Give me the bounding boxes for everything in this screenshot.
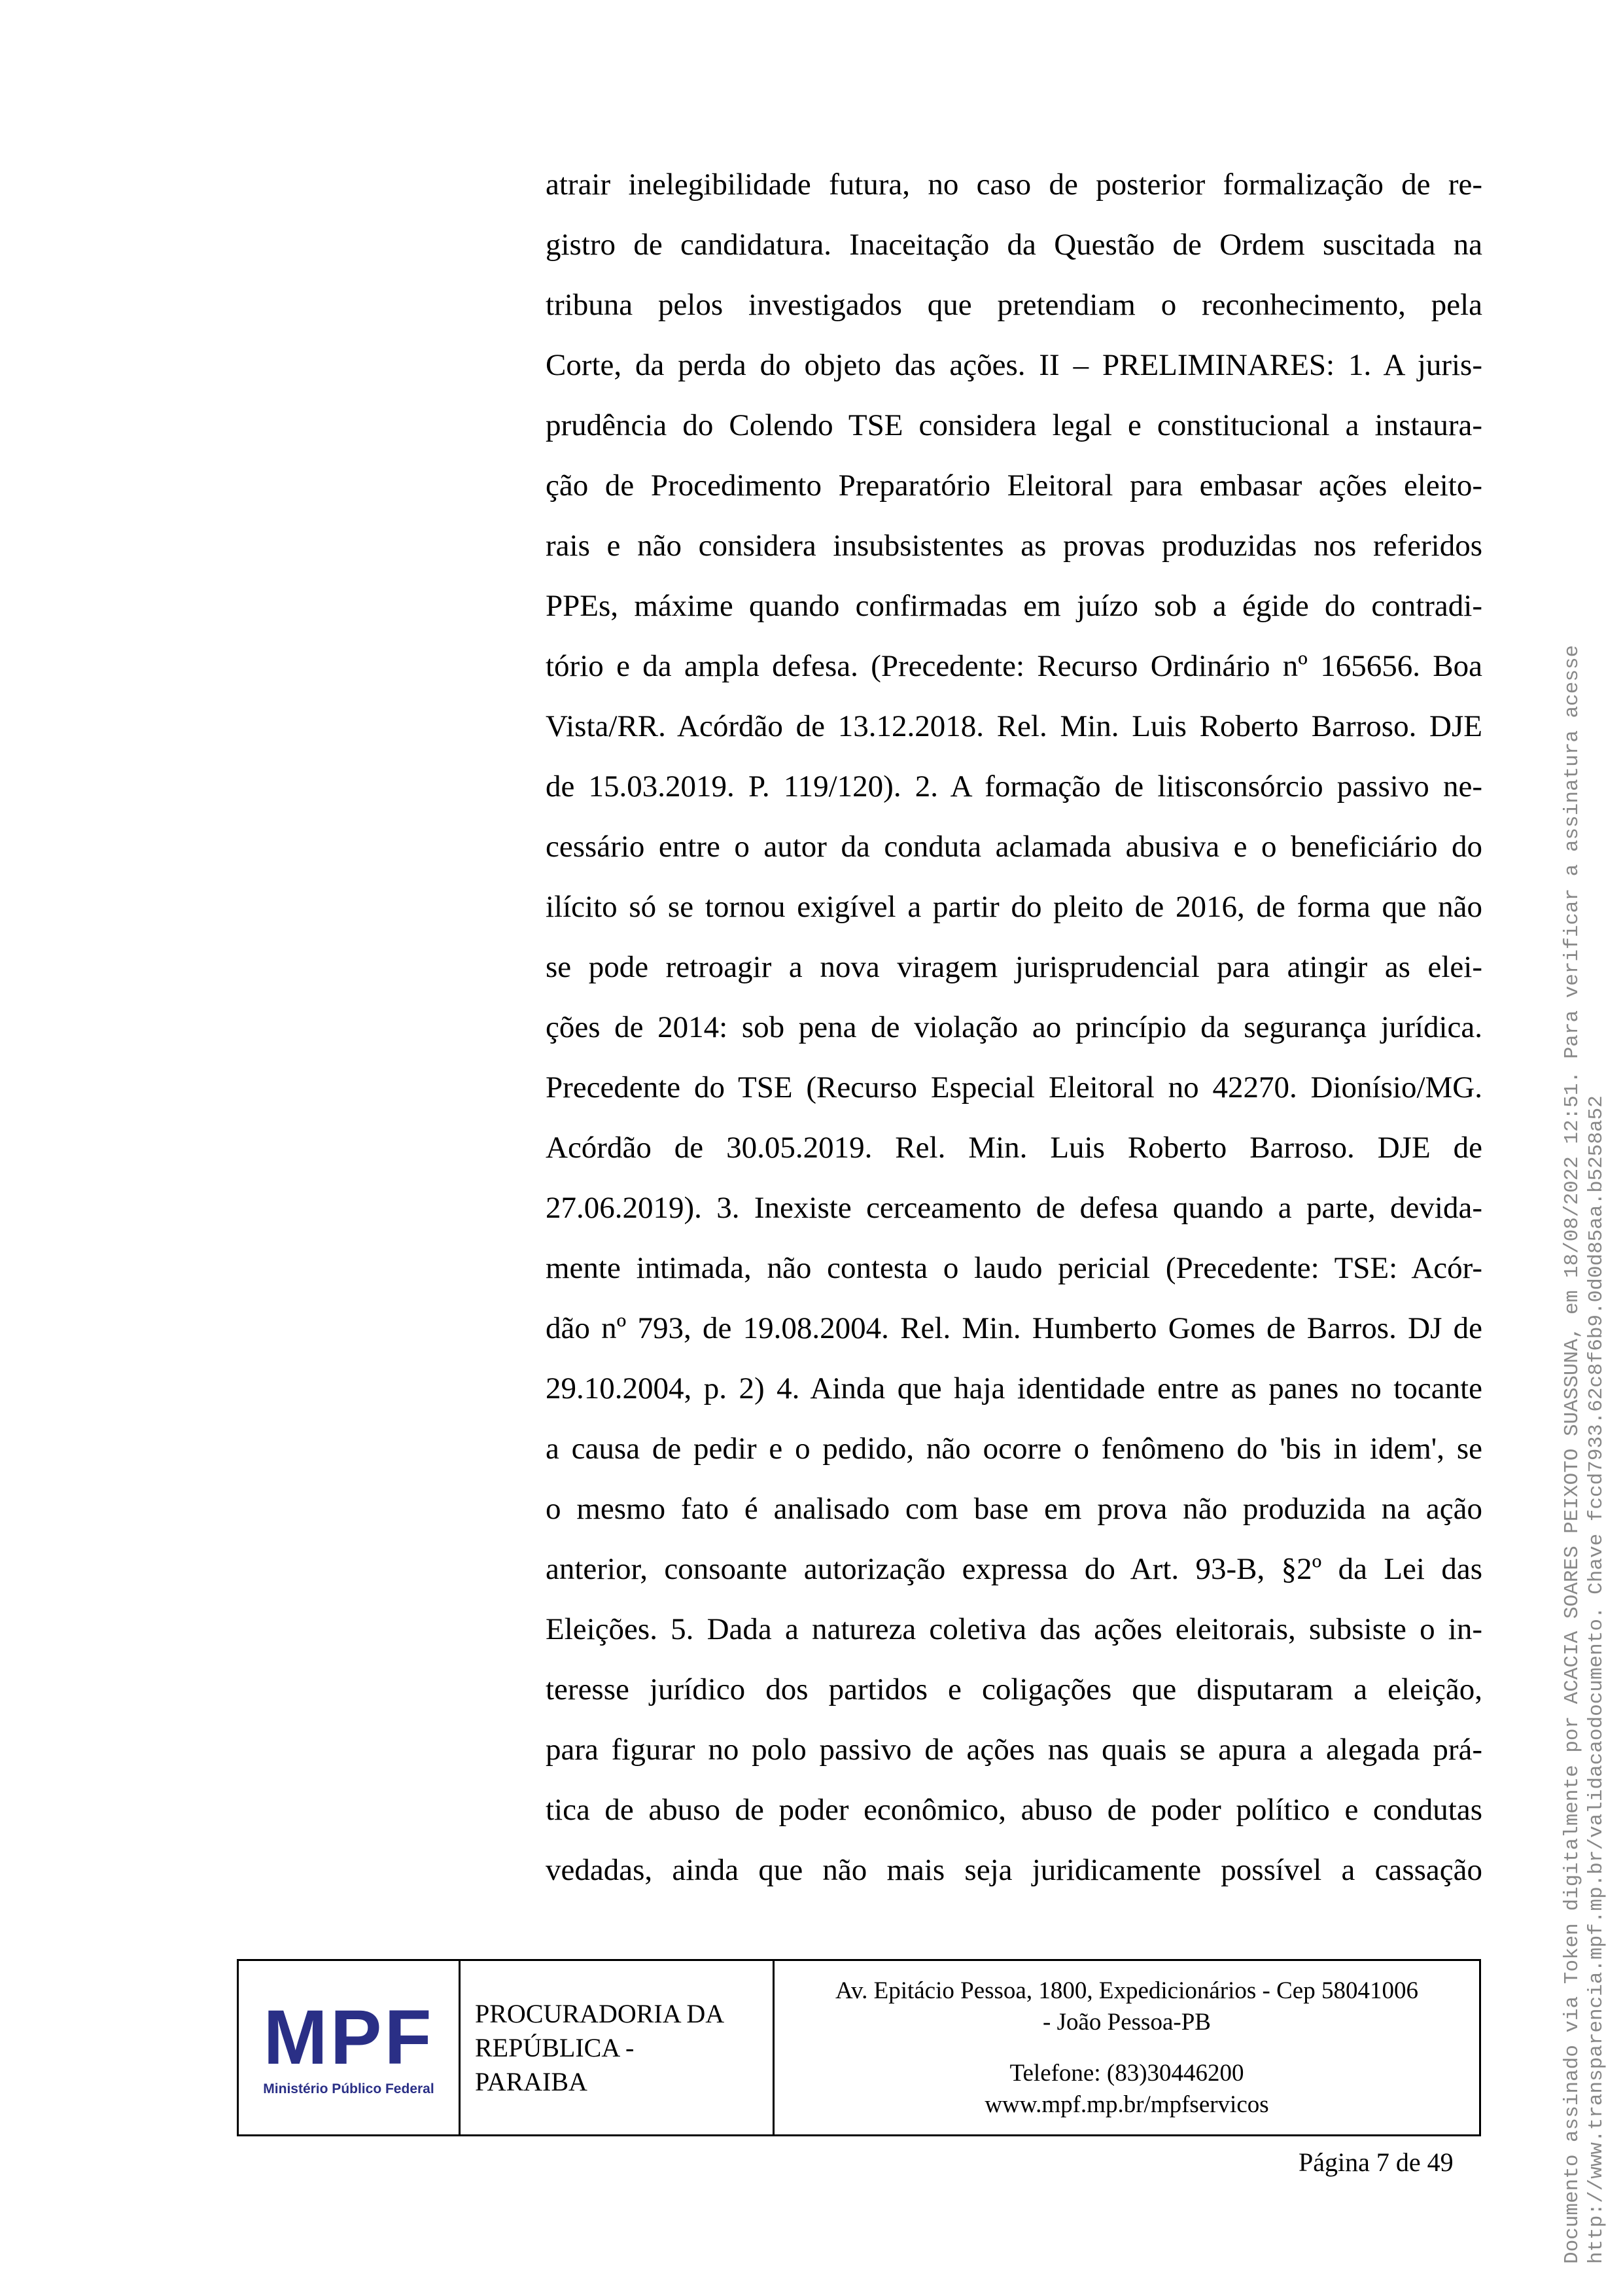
org-line: PROCURADORIA DA	[475, 1998, 725, 2028]
text-line: atrair inelegibilidade futura, no caso de posterior formalização de re-	[546, 168, 1482, 202]
mpf-logo	[239, 1961, 461, 2134]
text-line: cessário entre o autor da conduta aclamada abusiva e o beneficiário do	[546, 830, 1482, 864]
phone: Telefone: (83)30446200	[1009, 2059, 1244, 2087]
text-line: ção de Procedimento Preparatório Eleitoral para embasar ações eleito-	[546, 468, 1482, 503]
org-line: PARAIBA	[475, 2066, 587, 2096]
text-line: Precedente do TSE (Recurso Especial Eleitoral no 42270. Dionísio/MG.	[546, 1070, 1482, 1104]
text-line: PPEs, máxime quando confirmadas em juízo sob a égide do contradi-	[546, 589, 1482, 623]
address-line: - João Pessoa-PB	[1043, 2008, 1211, 2036]
text-line: teresse jurídico dos partidos e coligações que disputaram a eleição,	[546, 1672, 1482, 1706]
website-link[interactable]: www.mpf.mp.br/mpfservicos	[985, 2091, 1269, 2118]
verification-link[interactable]: http://www.transparencia.mpf.mp.br/validacaodocumento. Chave fccd7933.62c8f6b9.0d0d85aa.b5258a52	[1585, 1095, 1608, 2264]
text-line: vedadas, ainda que não mais seja juridicamente possível a cassação	[546, 1853, 1482, 1887]
text-line: se pode retroagir a nova viragem jurisprudencial para atingir as elei-	[546, 950, 1482, 984]
mpf-logo-mark: MPF	[263, 1994, 434, 2081]
text-line: anterior, consoante autorização expressa do Art. 93-B, §2º da Lei das	[546, 1552, 1482, 1586]
contact-info	[775, 1961, 1479, 2134]
text-line: ções de 2014: sob pena de violação ao princípio da segurança jurídica.	[546, 1010, 1482, 1044]
text-line: o mesmo fato é analisado com base em prova não produzida na ação	[546, 1492, 1482, 1526]
text-line: de 15.03.2019. P. 119/120). 2. A formação de litisconsórcio passivo ne-	[546, 769, 1482, 804]
text-line: tório e da ampla defesa. (Precedente: Recurso Ordinário nº 165656. Boa	[546, 649, 1482, 683]
text-line: Acórdão de 30.05.2019. Rel. Min. Luis Roberto Barroso. DJE de	[546, 1131, 1482, 1165]
text-line: Vista/RR. Acórdão de 13.12.2018. Rel. Min. Luis Roberto Barroso. DJE	[546, 709, 1482, 743]
text-line: Corte, da perda do objeto das ações. II – PRELIMINARES: 1. A juris-	[546, 348, 1482, 382]
page-number: Página 7 de 49	[1299, 2147, 1454, 2177]
text-line: para figurar no polo passivo de ações nas quais se apura a alegada prá-	[546, 1733, 1482, 1767]
text-line: 29.10.2004, p. 2) 4. Ainda que haja identidade entre as panes no tocante	[546, 1371, 1482, 1405]
text-line: Eleições. 5. Dada a natureza coletiva das ações eleitorais, subsiste o in-	[546, 1612, 1482, 1646]
address-line: Av. Epitácio Pessoa, 1800, Expedicionários - Cep 58041006	[835, 1977, 1418, 2004]
text-line: gistro de candidatura. Inaceitação da Questão de Ordem suscitada na	[546, 228, 1482, 262]
org-line: REPÚBLICA -	[475, 2032, 635, 2062]
body-text	[546, 154, 1482, 1900]
text-line: 27.06.2019). 3. Inexiste cerceamento de defesa quando a parte, devida-	[546, 1191, 1482, 1225]
text-line: a causa de pedir e o pedido, não ocorre o fenômeno do 'bis in idem', se	[546, 1432, 1482, 1466]
text-line: ilícito só se tornou exigível a partir do pleito de 2016, de forma que não	[546, 890, 1482, 924]
text-line: tica de abuso de poder econômico, abuso de poder político e condutas	[546, 1793, 1482, 1827]
organization-name	[461, 1961, 775, 2134]
signature-note	[1560, 645, 1609, 2264]
text-line: mente intimada, não contesta o laudo pericial (Precedente: TSE: Acór-	[546, 1251, 1482, 1285]
mpf-logo-subtitle: Ministério Público Federal	[263, 2081, 434, 2096]
signature-note-line: Documento assinado via Token digitalmente por ACACIA SOARES PEIXOTO SUASSUNA, em 18/08/2022 12:51. Para verificar a assinatura acesse	[1561, 645, 1584, 2264]
text-line: dão nº 793, de 19.08.2004. Rel. Min. Humberto Gomes de Barros. DJ de	[546, 1311, 1482, 1345]
footer-box	[237, 1959, 1481, 2136]
text-line: rais e não considera insubsistentes as provas produzidas nos referidos	[546, 529, 1482, 563]
text-line: prudência do Colendo TSE considera legal e constitucional a instaura-	[546, 408, 1482, 442]
text-line: tribuna pelos investigados que pretendiam o reconhecimento, pela	[546, 288, 1482, 322]
